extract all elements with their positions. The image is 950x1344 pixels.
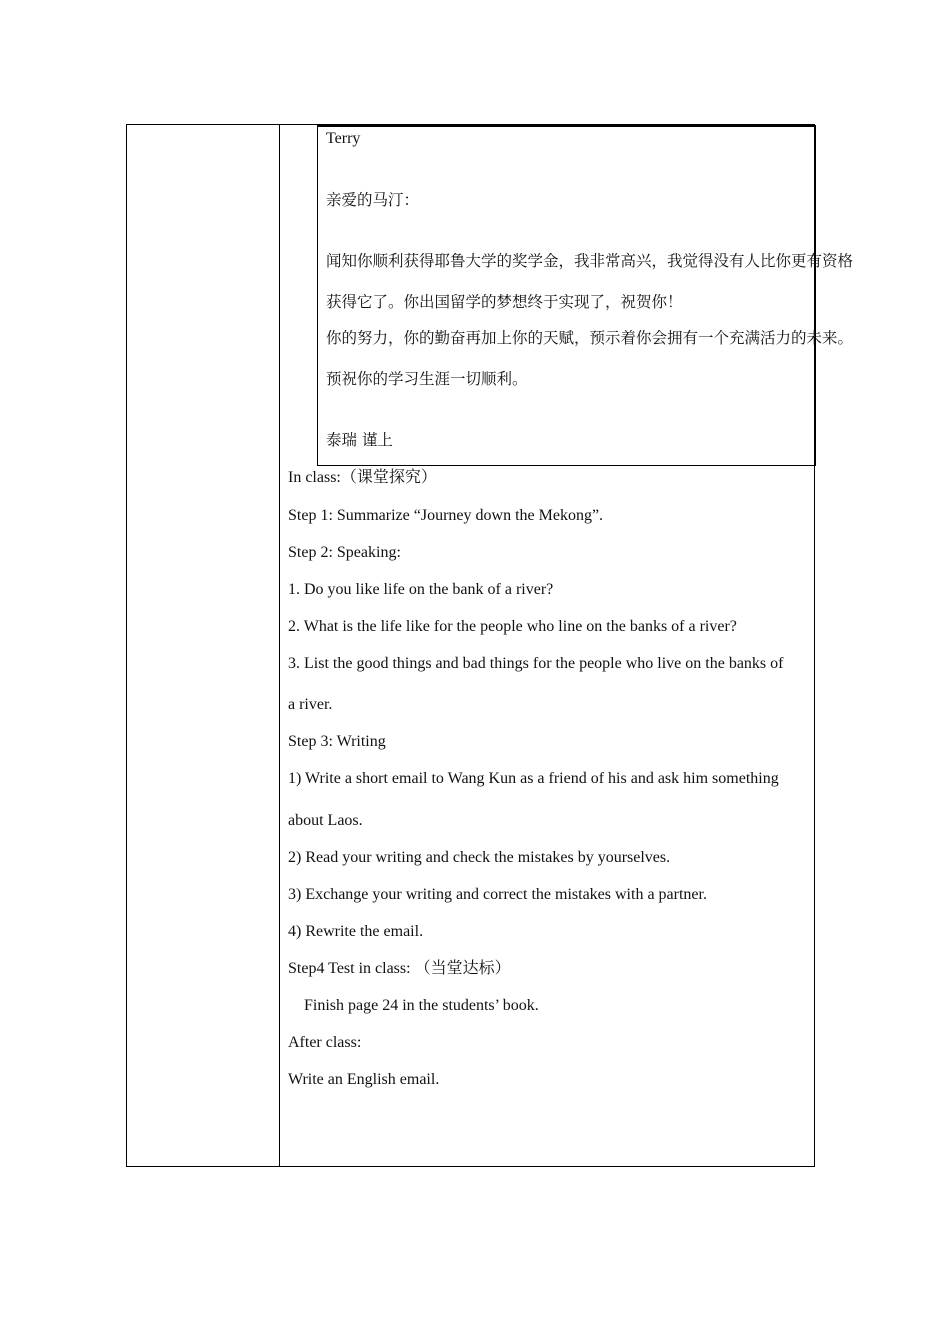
in-class-heading: In class:（课堂探究） (288, 469, 437, 486)
step-3: Step 3: Writing (288, 733, 386, 750)
step-4-task: Finish page 24 in the students’ book. (304, 997, 539, 1014)
letter-paragraph-3: 预祝你的学习生涯一切顺利。 (326, 370, 528, 388)
letter-paragraph-2: 你的努力，你的勤奋再加上你的天赋，预示着你会拥有一个充满活力的未来。 (326, 329, 854, 347)
writing-task-3: 3) Exchange your writing and correct the mistakes with a partner. (288, 886, 707, 903)
step-2: Step 2: Speaking: (288, 544, 401, 561)
letter-greeting: 亲爱的马汀： (326, 191, 420, 209)
step-1: Step 1: Summarize “Journey down the Mekong”. (288, 507, 604, 524)
writing-task-4: 4) Rewrite the email. (288, 923, 424, 940)
homework: Write an English email. (288, 1071, 440, 1088)
letter-sender: Terry (326, 130, 361, 147)
writing-task-2: 2) Read your writing and check the mistakes by yourselves. (288, 849, 671, 866)
writing-task-1-line-2: about Laos. (288, 812, 363, 829)
column-divider (279, 125, 280, 1166)
speaking-question-3-line-2: a river. (288, 696, 333, 713)
step-4: Step4 Test in class: （当堂达标） (288, 960, 511, 977)
speaking-question-2: 2. What is the life like for the people who line on the banks of a river? (288, 618, 737, 635)
speaking-question-3-line-1: 3. List the good things and bad things for the people who live on the banks of (288, 655, 784, 672)
letter-signature: 泰瑞 谨上 (326, 431, 393, 449)
writing-task-1-line-1: 1) Write a short email to Wang Kun as a friend of his and ask him something (288, 770, 779, 787)
speaking-question-1: 1. Do you like life on the bank of a river? (288, 581, 554, 598)
after-class-heading: After class: (288, 1034, 362, 1051)
letter-paragraph-1-line-1: 闻知你顺利获得耶鲁大学的奖学金，我非常高兴，我觉得没有人比你更有资格 (326, 252, 854, 270)
letter-paragraph-1-line-2: 获得它了。你出国留学的梦想终于实现了，祝贺你！ (326, 293, 683, 311)
